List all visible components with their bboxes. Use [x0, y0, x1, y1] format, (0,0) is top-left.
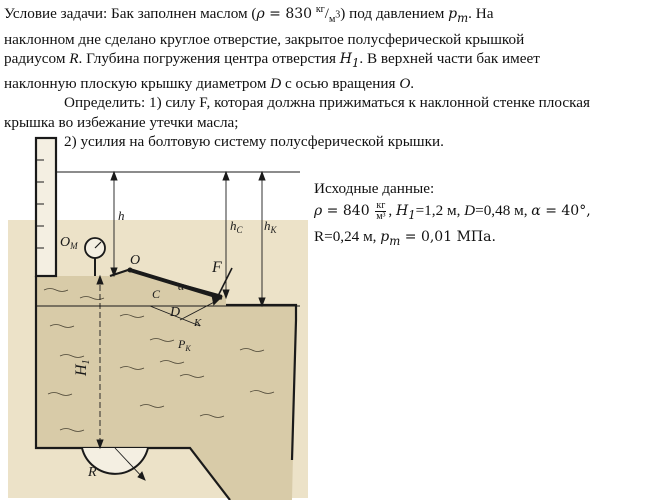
- given-pm-symbol: $p_m$: [380, 228, 401, 248]
- label-h1: H1: [73, 359, 92, 376]
- label-o: O: [130, 253, 141, 268]
- pressure-text: ) под давлением: [340, 5, 449, 22]
- piezometer-tube: [36, 138, 56, 276]
- diameter-symbol: D: [270, 74, 282, 92]
- label-k: K: [194, 317, 202, 329]
- problem-line-1: Условие задачи: Бак заполнен маслом (ρ = 830 $^{кг}/_{м^3}$) под давлением $p_m$. На: [4, 4, 494, 25]
- given-h1-symbol: $H_1$: [395, 203, 416, 222]
- given-line-1: ρ = 840 $\frac{кг}{\text{м³}}$ , $H_1=1,2$ м, D=0,48 м, α = 40°,: [314, 200, 591, 223]
- problem-line-7: 2) усилия на болтовую систему полусферической крышки.: [64, 133, 444, 151]
- lid-hinge-icon: [128, 268, 133, 273]
- given-header: Исходные данные:: [314, 180, 435, 197]
- pm-symbol: $p_m$: [448, 6, 469, 25]
- problem-line-4: наклонную плоскую крышку диаметром D с осью вращения O.: [4, 74, 415, 92]
- label-r: R: [88, 465, 97, 480]
- tank-diagram: [0, 130, 310, 500]
- label-hc: $h_C$: [230, 218, 243, 235]
- label-om: $O_M$: [60, 235, 78, 251]
- radius-symbol: R: [69, 50, 79, 68]
- label-d: D: [170, 305, 181, 320]
- label-f: F: [212, 259, 222, 276]
- problem-line-3: радиусом R. Глубина погружения центра отверстия $H_1$. В верхней части бак имеет: [4, 50, 540, 70]
- label-pk: $P_K$: [178, 337, 191, 353]
- given-h1-value: =1,2 м,: [415, 202, 465, 219]
- given-d-symbol: D: [464, 202, 476, 219]
- label-c: C: [152, 287, 161, 301]
- problem-line-2: наклонном дне сделано круглое отверстие, закрытое полусферической крышкой: [4, 30, 525, 48]
- label-alpha: α: [178, 279, 185, 293]
- given-alpha-symbol: α: [531, 203, 541, 219]
- h1-symbol: $H_1$: [339, 51, 360, 70]
- problem-intro-text: Условие задачи: Бак заполнен маслом (: [4, 5, 257, 22]
- given-rho-value: 840: [342, 203, 370, 219]
- given-pm-value: = 0,01 МПа.: [400, 228, 496, 245]
- rho-unit: $^{кг}/_{м^3}$: [315, 4, 341, 25]
- label-h: h: [118, 208, 125, 223]
- given-rho-unit: $\frac{кг}{\text{м³}}$: [376, 200, 386, 223]
- problem-line-6: крышка во избежание утечки масла;: [4, 113, 239, 131]
- given-alpha-value: = 40°,: [540, 203, 591, 219]
- label-hk: $h_K$: [264, 218, 277, 235]
- given-data: [314, 178, 659, 252]
- given-d-value: =0,48 м,: [475, 202, 532, 219]
- axis-symbol: O: [399, 74, 411, 92]
- given-rho-symbol: ρ: [314, 203, 323, 219]
- given-line-2: [314, 226, 659, 252]
- given-r-value: R=0,24 м,: [314, 227, 381, 245]
- rho-value: 830: [285, 6, 313, 22]
- equals-sign: =: [264, 6, 286, 22]
- rho-symbol: ρ: [256, 6, 265, 22]
- problem-line-5: Определить: 1) силу F, которая должна прижиматься к наклонной стенке плоская: [64, 94, 590, 112]
